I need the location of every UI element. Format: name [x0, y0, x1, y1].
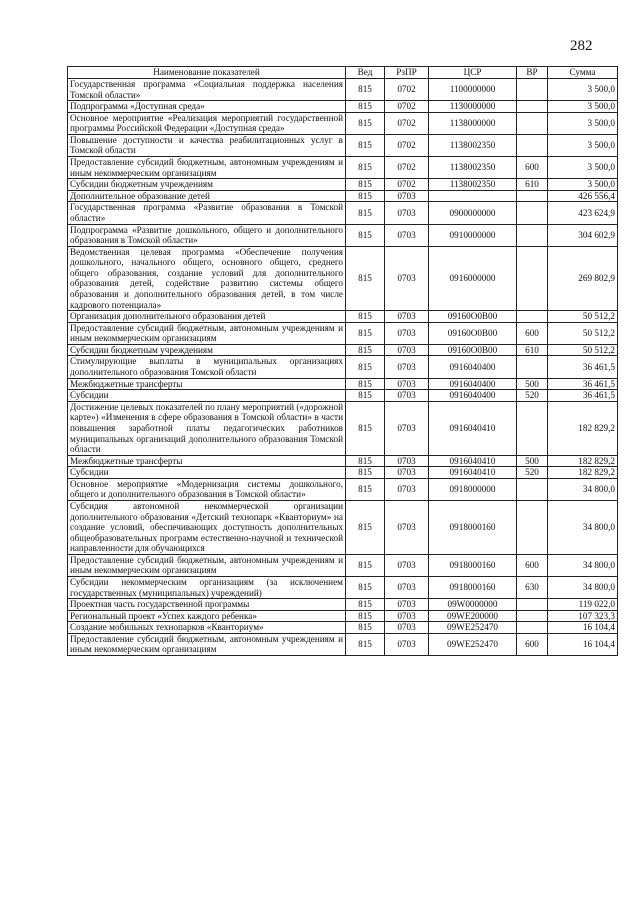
- row-csr: 0916040410: [429, 467, 517, 479]
- row-sum: 269 802,9: [548, 246, 618, 310]
- header-ved: Вед: [346, 67, 385, 79]
- table-row: [68, 344, 618, 356]
- header-rzpr: РзПР: [385, 67, 429, 79]
- row-rzpr: 0702: [385, 79, 429, 101]
- row-rzpr: 0702: [385, 134, 429, 156]
- row-name: Создание мобильных технопарков «Кванториум»: [68, 622, 346, 634]
- row-ved: 815: [346, 577, 385, 599]
- row-name: Основное мероприятие «Реализация мероприятий государственной программы Российской Федерации «Доступная среда»: [68, 112, 346, 134]
- row-sum: 3 500,0: [548, 179, 618, 191]
- table-row: [68, 112, 618, 134]
- row-csr: [429, 190, 517, 202]
- row-sum: 426 556,4: [548, 190, 618, 202]
- row-vr: 600: [517, 554, 548, 576]
- row-ved: 815: [346, 554, 385, 576]
- row-sum: 3 500,0: [548, 112, 618, 134]
- row-name: Субсидии бюджетным учреждениям: [68, 344, 346, 356]
- row-rzpr: 0703: [385, 378, 429, 390]
- row-name: Проектная часть государственной программы: [68, 599, 346, 611]
- row-sum: 423 624,9: [548, 202, 618, 224]
- table-row: [68, 202, 618, 224]
- row-vr: [517, 610, 548, 622]
- table-row: [68, 378, 618, 390]
- row-sum: 119 022,0: [548, 599, 618, 611]
- row-sum: 50 512,2: [548, 322, 618, 344]
- row-vr: [517, 224, 548, 246]
- row-csr: 09160О0В00: [429, 322, 517, 344]
- row-name: Предоставление субсидий бюджетным, автономным учреждениям и иным некоммерческим организациям: [68, 322, 346, 344]
- row-vr: 600: [517, 633, 548, 655]
- row-vr: 500: [517, 378, 548, 390]
- table-row: [68, 622, 618, 634]
- row-rzpr: 0703: [385, 455, 429, 467]
- header-vr: ВР: [517, 67, 548, 79]
- table-row: [68, 577, 618, 599]
- header-csr: ЦСР: [429, 67, 517, 79]
- row-sum: 16 104,4: [548, 622, 618, 634]
- row-sum: 3 500,0: [548, 79, 618, 101]
- row-rzpr: 0703: [385, 344, 429, 356]
- page-number: 282: [570, 38, 593, 54]
- table-row: [68, 190, 618, 202]
- table-row: [68, 157, 618, 179]
- row-vr: 610: [517, 179, 548, 191]
- row-name: Межбюджетные трансферты: [68, 378, 346, 390]
- row-csr: 09160О0В00: [429, 344, 517, 356]
- row-name: Субсидии бюджетным учреждениям: [68, 179, 346, 191]
- row-csr: 09WE200000: [429, 610, 517, 622]
- table-row: [68, 79, 618, 101]
- row-csr: 0916040400: [429, 390, 517, 402]
- row-sum: 304 602,9: [548, 224, 618, 246]
- row-ved: 815: [346, 610, 385, 622]
- row-ved: 815: [346, 311, 385, 323]
- table-row: [68, 246, 618, 310]
- row-ved: 815: [346, 467, 385, 479]
- row-csr: 09160О0В00: [429, 311, 517, 323]
- row-name: Субсидии некоммерческим организациям (за исключением государственных (муниципальных) учреждений): [68, 577, 346, 599]
- header-sum: Сумма: [548, 67, 618, 79]
- table-row: [68, 356, 618, 378]
- budget-table: [67, 66, 618, 656]
- row-csr: 1130000000: [429, 101, 517, 113]
- row-ved: 815: [346, 246, 385, 310]
- row-rzpr: 0703: [385, 390, 429, 402]
- row-csr: 1138002350: [429, 179, 517, 191]
- row-vr: [517, 599, 548, 611]
- row-name: Государственная программа «Развитие образования в Томской области»: [68, 202, 346, 224]
- row-vr: [517, 622, 548, 634]
- row-csr: 0916040400: [429, 356, 517, 378]
- row-vr: 630: [517, 577, 548, 599]
- row-csr: 1138002350: [429, 134, 517, 156]
- row-ved: 815: [346, 112, 385, 134]
- row-sum: 36 461,5: [548, 356, 618, 378]
- row-rzpr: 0703: [385, 599, 429, 611]
- table-row: [68, 500, 618, 554]
- header-name: Наименование показателей: [68, 67, 346, 79]
- row-vr: [517, 79, 548, 101]
- row-csr: 0918000160: [429, 500, 517, 554]
- row-name: Предоставление субсидий бюджетным, автономным учреждениям и иным некоммерческим организациям: [68, 157, 346, 179]
- table-row: [68, 311, 618, 323]
- row-rzpr: 0703: [385, 190, 429, 202]
- row-vr: 600: [517, 322, 548, 344]
- row-rzpr: 0703: [385, 322, 429, 344]
- row-ved: 815: [346, 378, 385, 390]
- row-csr: 1138000000: [429, 112, 517, 134]
- row-name: Повышение доступности и качества реабилитационных услуг в Томской области: [68, 134, 346, 156]
- row-sum: 3 500,0: [548, 134, 618, 156]
- row-sum: 107 323,3: [548, 610, 618, 622]
- row-rzpr: 0703: [385, 311, 429, 323]
- row-csr: 0916040400: [429, 378, 517, 390]
- row-csr: 1100000000: [429, 79, 517, 101]
- row-name: Субсидии: [68, 467, 346, 479]
- row-vr: [517, 401, 548, 455]
- row-ved: 815: [346, 202, 385, 224]
- row-rzpr: 0703: [385, 202, 429, 224]
- row-rzpr: 0703: [385, 401, 429, 455]
- row-rzpr: 0703: [385, 610, 429, 622]
- row-vr: 600: [517, 157, 548, 179]
- row-csr: 09WE252470: [429, 622, 517, 634]
- row-sum: 36 461,5: [548, 378, 618, 390]
- table-row: [68, 390, 618, 402]
- row-sum: 16 104,4: [548, 633, 618, 655]
- row-sum: 50 512,2: [548, 311, 618, 323]
- row-ved: 815: [346, 344, 385, 356]
- row-csr: 09W0000000: [429, 599, 517, 611]
- table-row: [68, 610, 618, 622]
- row-vr: [517, 356, 548, 378]
- table-row: [68, 101, 618, 113]
- row-csr: 0918000000: [429, 478, 517, 500]
- row-sum: 34 800,0: [548, 554, 618, 576]
- table-row: [68, 633, 618, 655]
- row-ved: 815: [346, 179, 385, 191]
- row-ved: 815: [346, 500, 385, 554]
- row-ved: 815: [346, 478, 385, 500]
- row-sum: 50 512,2: [548, 344, 618, 356]
- row-vr: [517, 478, 548, 500]
- row-sum: 36 461,5: [548, 390, 618, 402]
- row-csr: 0900000000: [429, 202, 517, 224]
- row-name: Подпрограмма «Развитие дошкольного, общего и дополнительного образования в Томской области»: [68, 224, 346, 246]
- row-csr: 0918000160: [429, 577, 517, 599]
- row-name: Организация дополнительного образования детей: [68, 311, 346, 323]
- row-name: Межбюджетные трансферты: [68, 455, 346, 467]
- row-sum: 34 800,0: [548, 577, 618, 599]
- row-name: Ведомственная целевая программа «Обеспечение получения дошкольного, начального общего, основного общего, среднего общего образования, создание условий для дополнительного образования детей, содействие развитию системы общего образования и дополнительного образования детей, в том числе кадрового потенциала»: [68, 246, 346, 310]
- row-name: Субсидия автономной некоммерческой организации дополнительного образования «Детский технопарк «Кванториум» на создание условий, обеспечивающих доступность дополнительных общеобразовательных программ естественно-научной и технической направленности для обучающихся: [68, 500, 346, 554]
- row-name: Стимулирующие выплаты в муниципальных организациях дополнительного образования Томской области: [68, 356, 346, 378]
- row-rzpr: 0703: [385, 554, 429, 576]
- row-vr: 610: [517, 344, 548, 356]
- row-ved: 815: [346, 157, 385, 179]
- row-rzpr: 0703: [385, 633, 429, 655]
- table-row: [68, 467, 618, 479]
- row-ved: 815: [346, 455, 385, 467]
- row-csr: 0918000160: [429, 554, 517, 576]
- table-row: [68, 322, 618, 344]
- table-body: [68, 79, 618, 656]
- row-name: Достижение целевых показателей по плану мероприятий («дорожной карте») «Изменения в сфере образования в Томской области» в части повышения заработной платы педагогических работников муниципальных организаций дополнительного образования Томской области: [68, 401, 346, 455]
- row-ved: 815: [346, 79, 385, 101]
- row-csr: 1138002350: [429, 157, 517, 179]
- row-rzpr: 0702: [385, 101, 429, 113]
- row-name: Дополнительное образование детей: [68, 190, 346, 202]
- row-rzpr: 0703: [385, 622, 429, 634]
- row-csr: 0916040410: [429, 401, 517, 455]
- row-name: Предоставление субсидий бюджетным, автономным учреждениям и иным некоммерческим организациям: [68, 633, 346, 655]
- row-sum: 182 829,2: [548, 401, 618, 455]
- row-ved: 815: [346, 134, 385, 156]
- row-vr: [517, 202, 548, 224]
- row-ved: 815: [346, 356, 385, 378]
- row-sum: 34 800,0: [548, 500, 618, 554]
- row-vr: [517, 246, 548, 310]
- table-row: [68, 455, 618, 467]
- row-ved: 815: [346, 633, 385, 655]
- row-rzpr: 0702: [385, 179, 429, 191]
- row-ved: 815: [346, 322, 385, 344]
- row-csr: 0910000000: [429, 224, 517, 246]
- row-rzpr: 0703: [385, 224, 429, 246]
- row-vr: 500: [517, 455, 548, 467]
- row-sum: 34 800,0: [548, 478, 618, 500]
- row-sum: 3 500,0: [548, 157, 618, 179]
- row-ved: 815: [346, 224, 385, 246]
- row-name: Подпрограмма «Доступная среда»: [68, 101, 346, 113]
- row-rzpr: 0703: [385, 467, 429, 479]
- row-name: Региональный проект «Успех каждого ребенка»: [68, 610, 346, 622]
- row-vr: [517, 101, 548, 113]
- row-vr: [517, 500, 548, 554]
- row-ved: 815: [346, 101, 385, 113]
- row-rzpr: 0703: [385, 577, 429, 599]
- table-row: [68, 478, 618, 500]
- row-vr: 520: [517, 467, 548, 479]
- row-name: Субсидии: [68, 390, 346, 402]
- table-row: [68, 224, 618, 246]
- row-ved: 815: [346, 390, 385, 402]
- row-name: Государственная программа «Социальная поддержка населения Томской области»: [68, 79, 346, 101]
- row-sum: 182 829,2: [548, 455, 618, 467]
- row-vr: [517, 311, 548, 323]
- row-name: Предоставление субсидий бюджетным, автономным учреждениям и иным некоммерческим организациям: [68, 554, 346, 576]
- row-rzpr: 0703: [385, 478, 429, 500]
- table-row: [68, 401, 618, 455]
- table-row: [68, 179, 618, 191]
- table-row: [68, 599, 618, 611]
- row-csr: 0916040410: [429, 455, 517, 467]
- row-ved: 815: [346, 599, 385, 611]
- row-csr: 0916000000: [429, 246, 517, 310]
- table-row: [68, 134, 618, 156]
- row-rzpr: 0702: [385, 112, 429, 134]
- row-ved: 815: [346, 401, 385, 455]
- row-name: Основное мероприятие «Модернизация системы дошкольного, общего и дополнительного образования в Томской области»: [68, 478, 346, 500]
- row-vr: [517, 134, 548, 156]
- row-sum: 3 500,0: [548, 101, 618, 113]
- table-row: [68, 554, 618, 576]
- table-header-row: [68, 67, 618, 79]
- row-ved: 815: [346, 622, 385, 634]
- row-rzpr: 0703: [385, 246, 429, 310]
- row-csr: 09WE252470: [429, 633, 517, 655]
- row-sum: 182 829,2: [548, 467, 618, 479]
- row-rzpr: 0703: [385, 356, 429, 378]
- row-ved: 815: [346, 190, 385, 202]
- row-vr: 520: [517, 390, 548, 402]
- row-vr: [517, 112, 548, 134]
- row-rzpr: 0702: [385, 157, 429, 179]
- row-rzpr: 0703: [385, 500, 429, 554]
- row-vr: [517, 190, 548, 202]
